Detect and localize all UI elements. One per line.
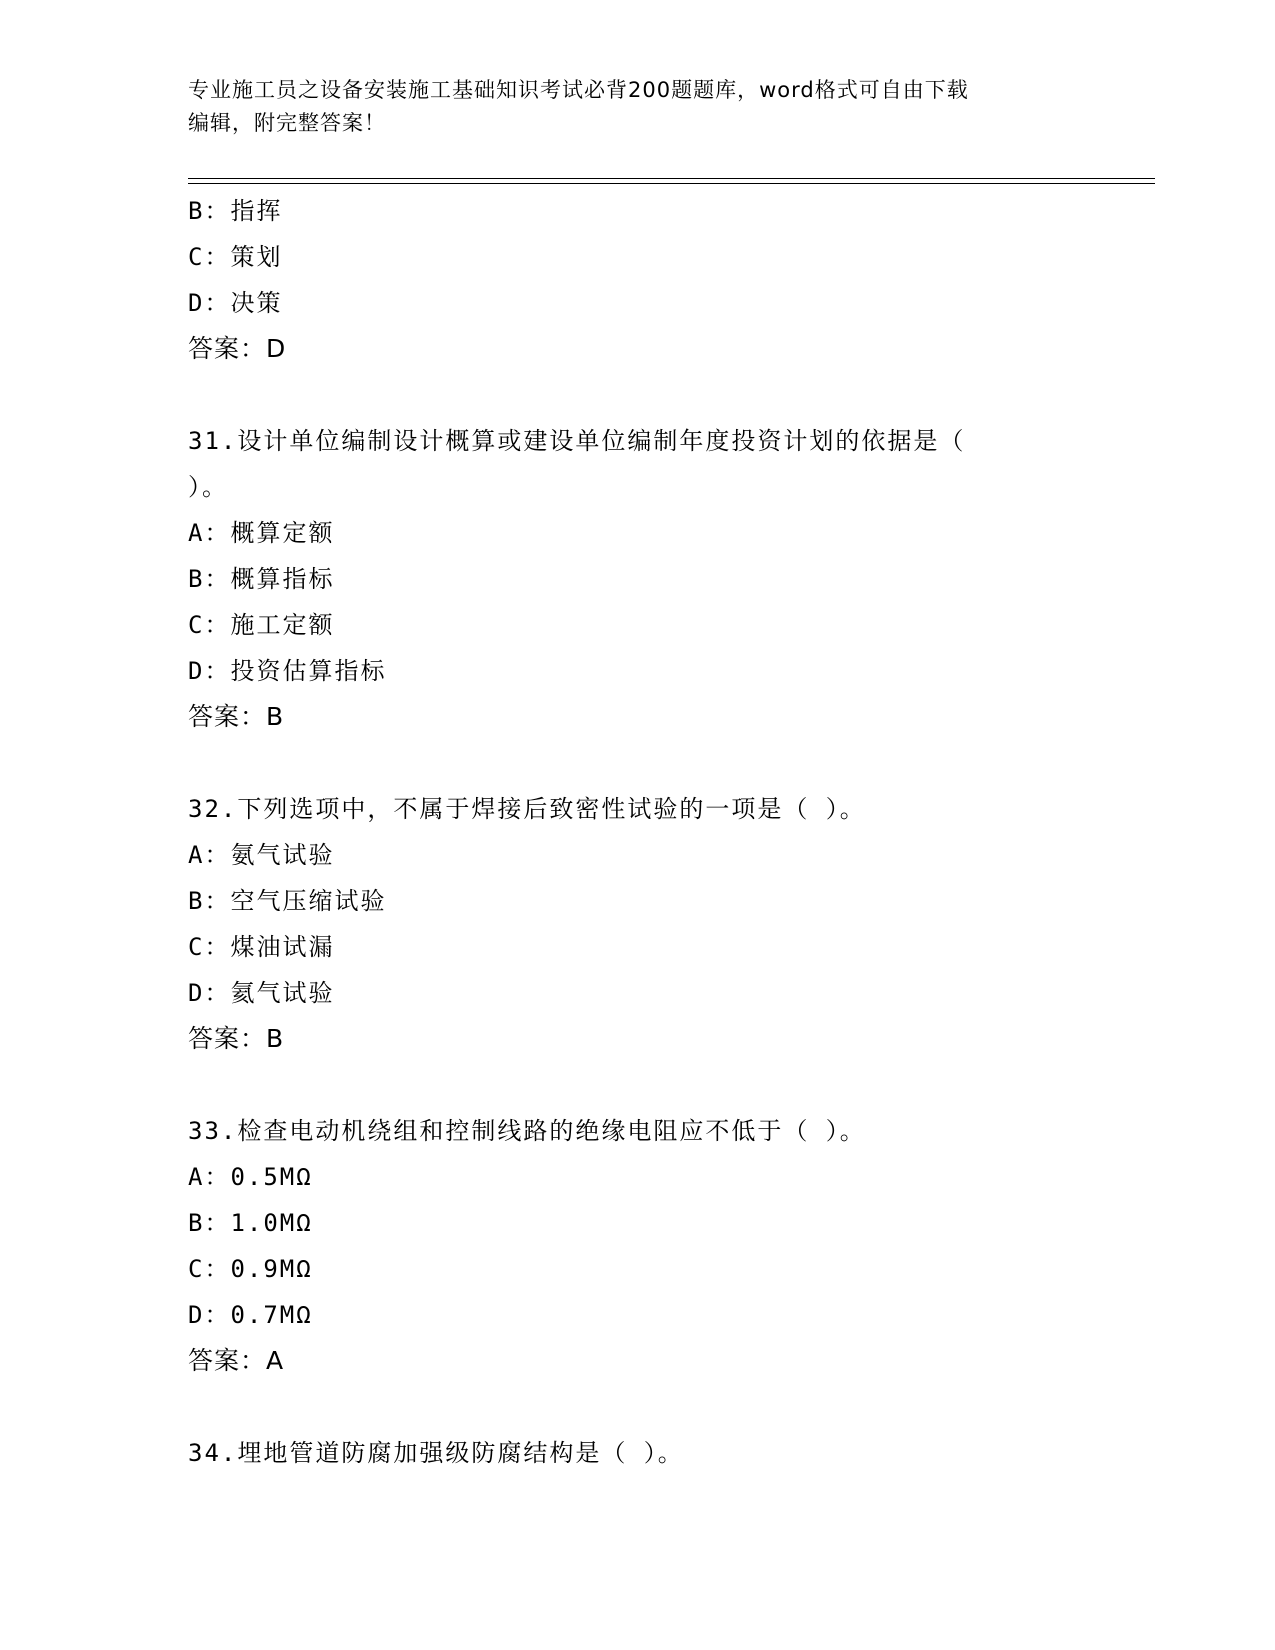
option-a: A：氨气试验 [188,841,335,869]
option-c: C：煤油试漏 [188,933,335,961]
spacer [188,1062,1088,1108]
option-a: A：0.5MΩ [188,1163,313,1191]
answer-line: 答案：D [188,334,287,363]
header-title-line1: 专业施工员之设备安装施工基础知识考试必背200题题库，word格式可自由下载 [188,78,969,102]
question-31 [188,418,1088,740]
document-header [188,74,1088,140]
header-rule-top [188,178,1155,179]
option-c: C：0.9MΩ [188,1255,313,1283]
question-stem-line1: 31.设计单位编制设计概算或建设单位编制年度投资计划的依据是（ [188,427,966,455]
header-rule-bottom [188,183,1155,184]
question-30-continued [188,188,1088,372]
header-title-line2: 编辑，附完整答案！ [188,111,386,135]
question-stem: 32.下列选项中，不属于焊接后致密性试验的一项是（ ）。 [188,795,866,823]
option-c: C：策划 [188,243,283,271]
spacer [188,740,1088,786]
option-d: D：投资估算指标 [188,657,387,685]
question-stem: 33.检查电动机绕组和控制线路的绝缘电阻应不低于（ ）。 [188,1117,866,1145]
question-32 [188,786,1088,1062]
option-c: C：施工定额 [188,611,335,639]
option-b: B：1.0MΩ [188,1209,313,1237]
question-34 [188,1430,1088,1476]
option-d: D：0.7MΩ [188,1301,313,1329]
answer-line: 答案：B [188,1024,285,1053]
spacer [188,1384,1088,1430]
answer-line: 答案：B [188,702,285,731]
option-b: B：空气压缩试验 [188,887,387,915]
question-stem-line2: ）。 [188,473,228,501]
document-body [188,188,1088,1476]
option-b: B：概算指标 [188,565,335,593]
question-stem: 34.埋地管道防腐加强级防腐结构是（ ）。 [188,1439,684,1467]
question-33 [188,1108,1088,1384]
spacer [188,372,1088,418]
option-d: D：决策 [188,289,283,317]
option-a: A：概算定额 [188,519,335,547]
answer-line: 答案：A [188,1346,285,1375]
option-b: B：指挥 [188,197,283,225]
option-d: D：氦气试验 [188,979,335,1007]
